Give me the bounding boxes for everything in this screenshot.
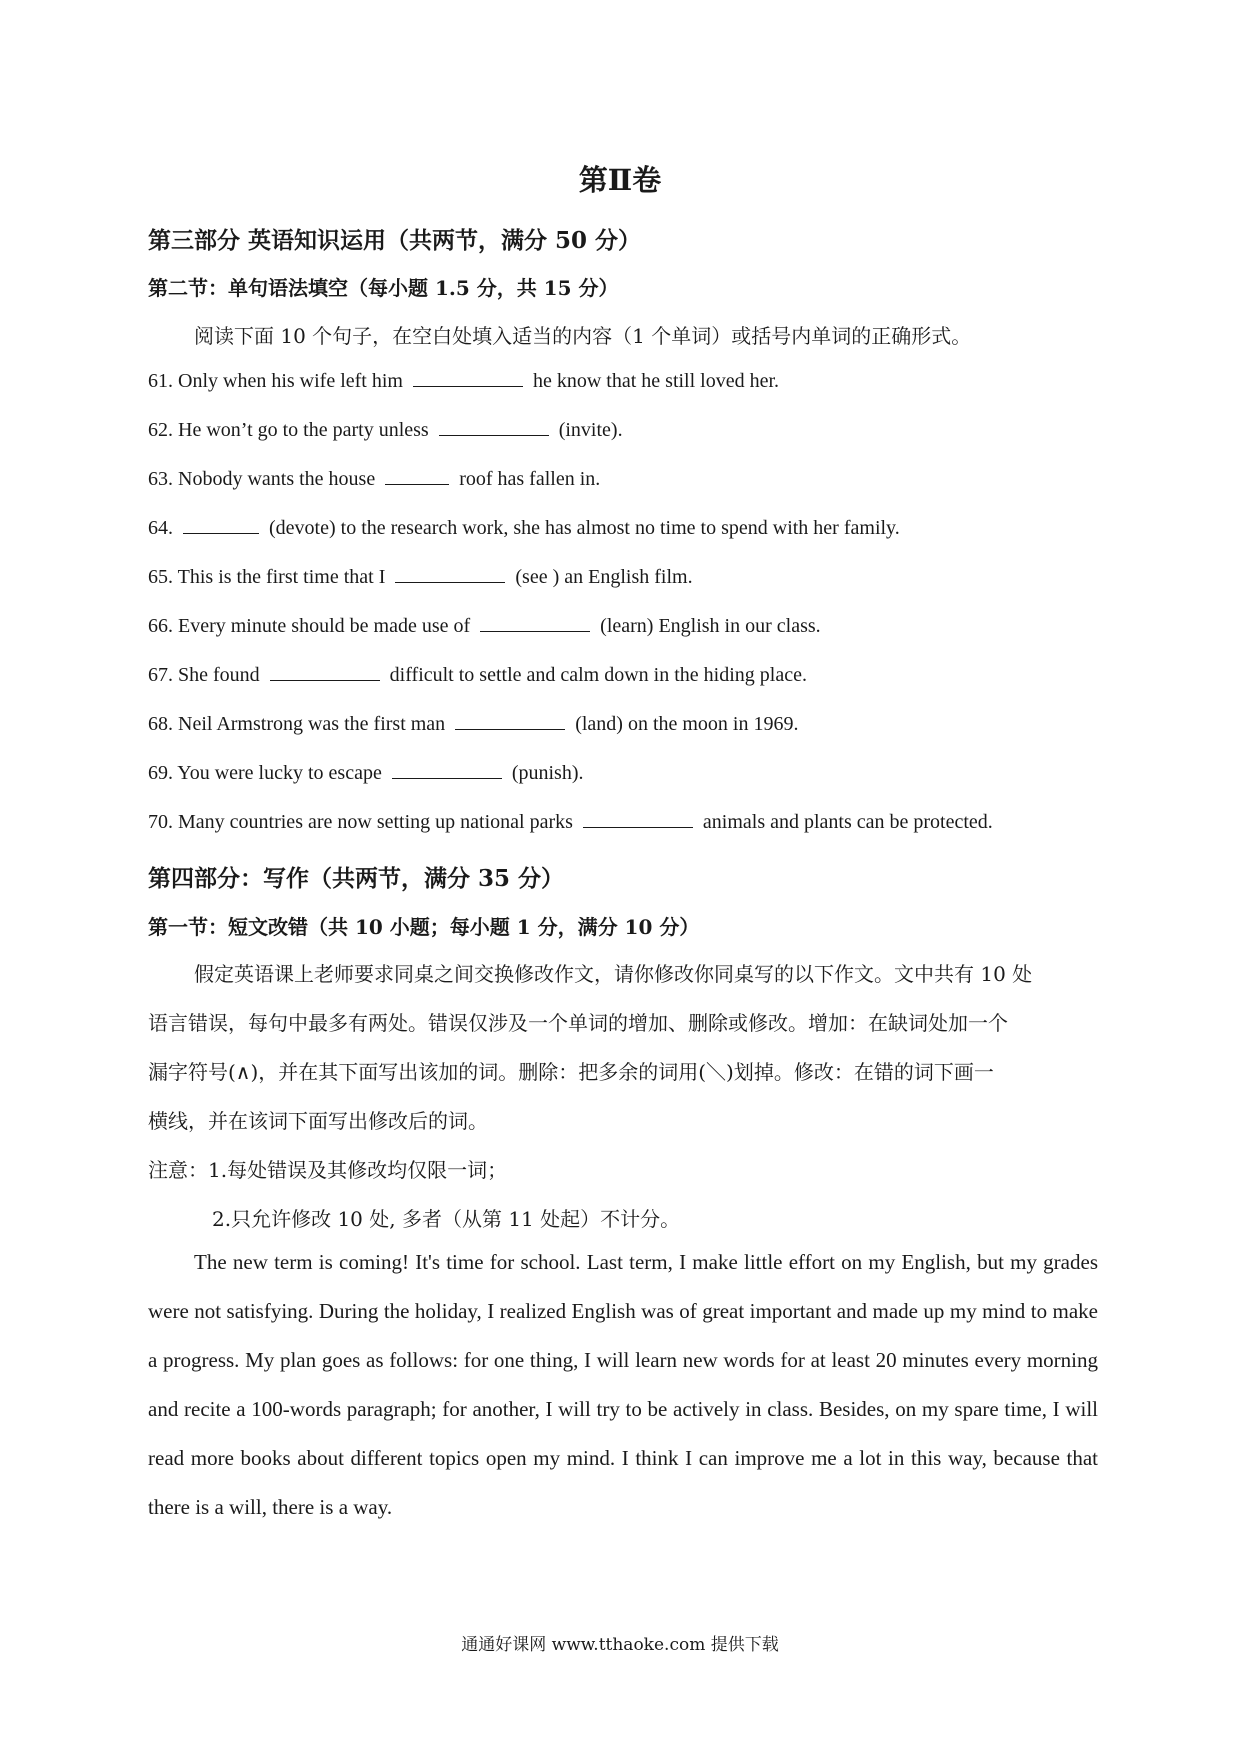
essay-paragraph: The new term is coming! It's time for school. Last term, I make little effort on my English, but my grades were not satisfying. During the holiday, I realized English was of great important and made up my mind to make a progress. My plan goes as follows: for one thing, I will learn new words for at least 20 minutes every morning and recite a 100-words paragraph; for another, I will try to be actively in class. Besides, on my spare time, I will read more books about different topics open my mind. I think I can improve me a lot in this way, because that there is a will, there is a way. bbox=[148, 1250, 1098, 1519]
question-63 bbox=[148, 468, 600, 491]
question-text: (learn) English in our class. bbox=[600, 615, 821, 637]
instruction-line-1: 假定英语课上老师要求同桌之间交换修改作文，请你修改你同桌写的以下作文。文中共有 10 处 bbox=[194, 962, 1033, 986]
page-footer: 通通好课网 www.tthaoke.com 提供下载 bbox=[461, 1635, 779, 1655]
question-text: 70. Many countries are now setting up national parks bbox=[148, 811, 573, 833]
question-text: (land) on the moon in 1969. bbox=[575, 713, 799, 735]
part3-heading: 第三部分 英语知识运用（共两节，满分 50 分） bbox=[148, 227, 642, 254]
question-text: animals and plants can be protected. bbox=[702, 811, 993, 833]
question-62 bbox=[148, 419, 623, 442]
answer-blank[interactable] bbox=[455, 715, 565, 730]
question-text: 65. This is the first time that I bbox=[148, 566, 386, 588]
answer-blank[interactable] bbox=[270, 666, 380, 681]
question-text: 69. You were lucky to escape bbox=[148, 762, 382, 784]
question-text: (invite). bbox=[558, 419, 623, 441]
answer-blank[interactable] bbox=[413, 372, 523, 387]
question-69 bbox=[148, 762, 584, 785]
question-text: 67. She found bbox=[148, 664, 260, 686]
question-text: (see ) an English film. bbox=[515, 566, 693, 588]
question-61 bbox=[148, 370, 779, 393]
paper-title: 第Ⅱ卷 bbox=[578, 163, 662, 197]
question-68 bbox=[148, 713, 799, 736]
answer-blank[interactable] bbox=[583, 813, 693, 828]
question-text: roof has fallen in. bbox=[459, 468, 601, 490]
question-text: 68. Neil Armstrong was the first man bbox=[148, 713, 446, 735]
instruction-line-3: 漏字符号(∧)，并在其下面写出该加的词。删除：把多余的词用(＼)划掉。修改：在错的词下画一 bbox=[148, 1060, 994, 1084]
answer-blank[interactable] bbox=[480, 617, 590, 632]
question-text: he know that he still loved her. bbox=[532, 370, 780, 392]
answer-blank[interactable] bbox=[385, 470, 449, 485]
section2-instruction: 阅读下面 10 个句子，在空白处填入适当的内容（1 个单词）或括号内单词的正确形式。 bbox=[194, 324, 972, 348]
question-text: 66. Every minute should be made use of bbox=[148, 615, 471, 637]
instruction-line-4: 横线，并在该词下面写出修改后的词。 bbox=[148, 1109, 488, 1133]
question-67 bbox=[148, 664, 807, 687]
question-text: 61. Only when his wife left him bbox=[148, 370, 403, 392]
question-text: difficult to settle and calm down in the hiding place. bbox=[389, 664, 807, 686]
answer-blank[interactable] bbox=[439, 421, 549, 436]
answer-blank[interactable] bbox=[183, 519, 259, 534]
question-text: 64. bbox=[148, 517, 173, 539]
question-text: (punish). bbox=[511, 762, 584, 784]
instruction-line-2: 语言错误，每句中最多有两处。错误仅涉及一个单词的增加、删除或修改。增加：在缺词处加一个 bbox=[148, 1011, 1008, 1035]
question-70 bbox=[148, 811, 993, 834]
question-text: 63. Nobody wants the house bbox=[148, 468, 376, 490]
answer-blank[interactable] bbox=[395, 568, 505, 583]
question-64 bbox=[148, 517, 900, 540]
question-66 bbox=[148, 615, 821, 638]
question-65 bbox=[148, 566, 693, 589]
section2-heading: 第二节：单句语法填空（每小题 1.5 分，共 15 分） bbox=[148, 276, 619, 300]
section1-heading: 第一节：短文改错（共 10 小题；每小题 1 分，满分 10 分） bbox=[148, 915, 700, 939]
question-text: (devote) to the research work, she has almost no time to spend with her family. bbox=[269, 517, 900, 539]
question-text: 62. He won’t go to the party unless bbox=[148, 419, 429, 441]
part4-heading: 第四部分：写作（共两节，满分 35 分） bbox=[148, 865, 565, 892]
note-1: 注意：1.每处错误及其修改均仅限一词； bbox=[148, 1158, 508, 1182]
note-2: 2.只允许修改 10 处, 多者（从第 11 处起）不计分。 bbox=[212, 1207, 681, 1231]
answer-blank[interactable] bbox=[392, 764, 502, 779]
